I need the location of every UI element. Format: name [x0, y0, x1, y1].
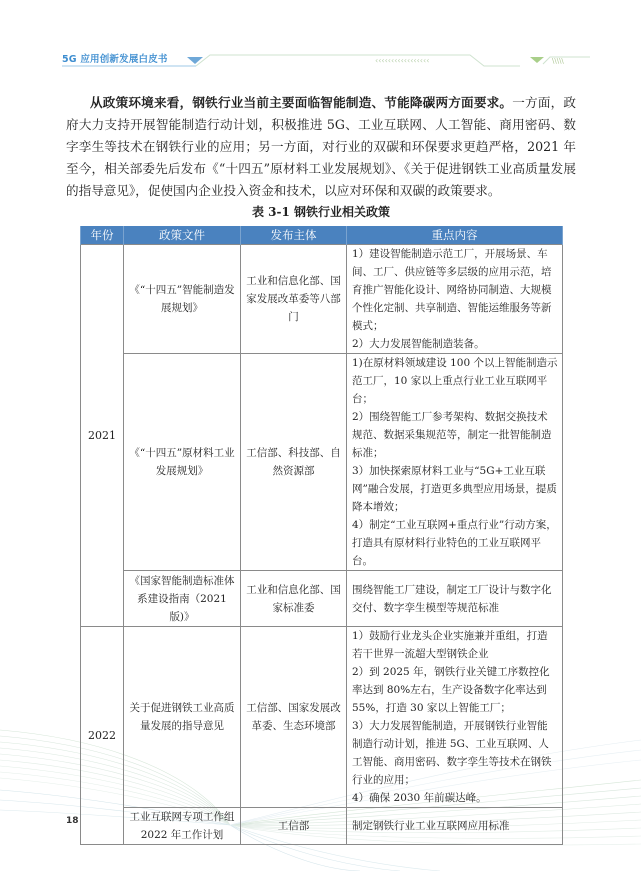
table-row: [81, 808, 563, 845]
content-item: 围绕智能工厂建设，制定工厂设计与数字化交付、数字孪生模型等规范标准: [352, 583, 552, 614]
issuer-cell: 工信部、科技部、自然资源部: [241, 354, 347, 571]
document-title: 5G 应用创新发展白皮书: [62, 54, 168, 65]
policy-table: [80, 226, 563, 845]
issuer-cell: 工信部: [241, 808, 347, 845]
document-cell: 《“十四五”智能制造发展规划》: [124, 245, 241, 354]
issuer-cell: 工信部、国家发展改革委、生态环境部: [241, 627, 347, 808]
issuer-cell: 工业和信息化部、国家标准委: [241, 571, 347, 627]
column-header-content: 重点内容: [347, 226, 563, 245]
content-item: 4）制定“工业互联网+重点行业”行动方案，打造具有原材料行业特色的工业互联网平台。: [352, 519, 557, 567]
issuer-cell: 工业和信息化部、国家发展改革委等八部门: [241, 245, 347, 354]
table-header-row: [81, 226, 563, 245]
table-row: [81, 627, 563, 808]
content-item: 1）鼓励行业龙头企业实施兼并重组，打造若干世界一流超大型钢铁企业: [352, 630, 548, 660]
header-rule-right: [543, 57, 590, 64]
content-cell: [347, 808, 563, 845]
document-cell: 工业互联网专项工作组 2022 年工作计划: [124, 808, 241, 845]
document-cell: 《国家智能制造标准体系建设指南（2021 版)》: [124, 571, 241, 627]
content-item: 1）建设智能制造示范工厂，开展场景、车间、工厂、供应链等多层级的应用示范，培育推广智能化设计、网络协同制造、大规模个性化定制、共享制造、智能运维服务等新模式；: [352, 248, 552, 332]
column-header-document: 政策文件: [124, 226, 241, 245]
content-cell: [347, 627, 563, 808]
content-item: 2）围绕智能工厂参考架构、数据交换技术规范、数据采集规范等，制定一批智能制造标准；: [352, 411, 552, 459]
content-item: 2）到 2025 年，钢铁行业关键工序数控化率达到 80%左右，生产设备数字化率达到 55%，打造 30 家以上智能工厂；: [352, 666, 550, 714]
header-triangle-green-icon: [530, 57, 544, 63]
header-slashes: \\\\\: [552, 57, 564, 65]
header-decoration: [0, 0, 641, 80]
document-cell: 关于促进钢铁工业高质量发展的指导意见: [124, 627, 241, 808]
content-cell: [347, 245, 563, 354]
content-cell: [347, 354, 563, 571]
content-item: 1)在原材料领域建设 100 个以上智能制造示范工厂，10 家以上重点行业工业互联网平台；: [352, 357, 558, 405]
column-header-issuer: 发布主体: [241, 226, 347, 245]
table-row: [81, 245, 563, 354]
page-number: 18: [66, 816, 79, 826]
table-caption: 表 3-1 钢铁行业相关政策: [251, 205, 391, 219]
header-chevrons: ‹‹‹‹‹‹‹‹‹‹‹‹‹‹‹‹‹: [375, 56, 430, 65]
column-header-year: 年份: [81, 226, 124, 245]
intro-lead: 从政策环境来看，钢铁行业当前主要面临智能制造、节能降碳两方面要求。: [90, 94, 513, 110]
page-header: [0, 0, 641, 80]
table-row: [81, 571, 563, 627]
content-item: 4）确保 2030 年前碳达峰。: [352, 792, 487, 804]
content-item: 2）大力发展智能制造装备。: [352, 338, 485, 350]
table-row: [81, 354, 563, 571]
year-cell: 2022: [81, 627, 124, 845]
intro-body: 一方面，政府大力支持开展智能制造行动计划，积极推进 5G、工业互联网、人工智能、商用密码、数字孪生等技术在钢铁行业的应用；另一方面，对行业的双碳和环保要求更趋严格，2021 年至今，相关部委先后发布《“十四五”原材料工业发展规划》、《关于促进钢铁工业高质量发展的指导意见》，促使国内企业投入资金和技术，以应对环保和双碳的政策要求。: [66, 94, 577, 199]
document-cell: 《“十四五”原材料工业发展规划》: [124, 354, 241, 571]
content-cell: [347, 571, 563, 627]
content-item: 3）加快探索原材料工业与“5G+工业互联网”融合发展，打造更多典型应用场景，提质降本增效；: [352, 465, 557, 513]
intro-paragraph: [66, 92, 576, 203]
header-rule: [196, 55, 520, 66]
content-item: 3）大力发展智能制造，开展钢铁行业智能制造行动计划，推进 5G、工业互联网、人工智能、商用密码、数字孪生等技术在钢铁行业的应用；: [352, 720, 552, 786]
year-cell: 2021: [81, 245, 124, 627]
content-item: 制定钢铁行业工业互联网应用标准: [352, 820, 510, 832]
